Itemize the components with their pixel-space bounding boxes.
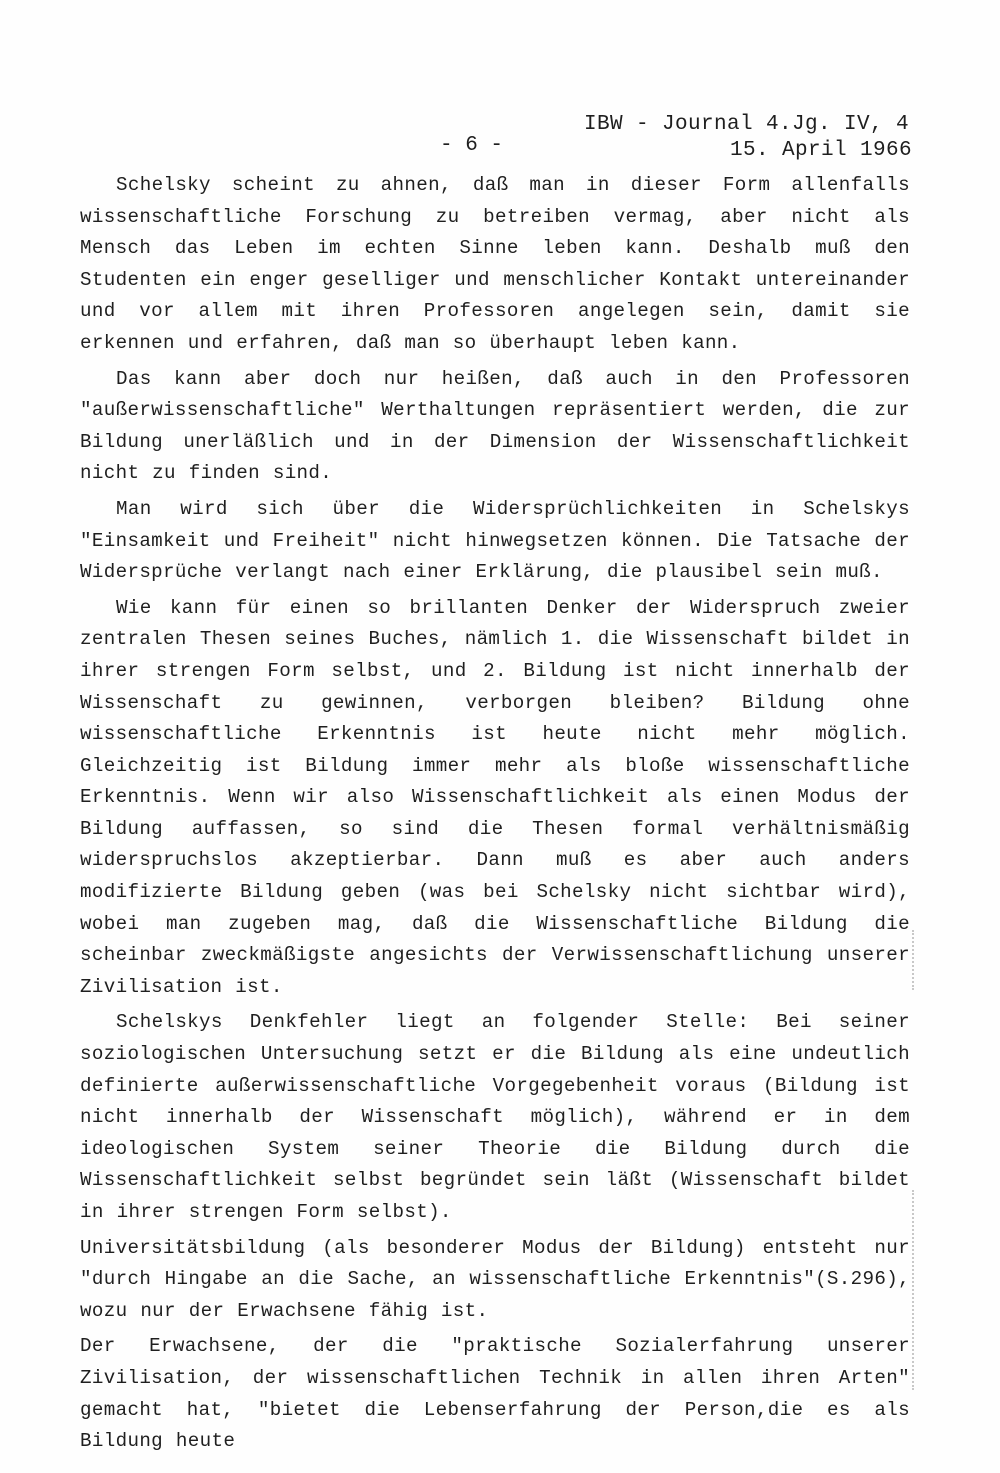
paragraph-2: Das kann aber doch nur heißen, daß auch in den Professoren "außerwissenschaftliche" Werthaltungen repräsentiert werden, die zur Bildung unerläßlich und in der Dimension der Wissenschaftlichkeit nicht zu finden sind. [80, 367, 910, 485]
journal-title: IBW - Journal 4.Jg. IV, 4 [584, 113, 910, 136]
margin-dot-mark [912, 1190, 915, 1390]
paragraph-5: Schelskys Denkfehler liegt an folgender Stelle: Bei seiner soziologischen Untersuchung setzt er die Bildung als eine undeutlich definierte außerwissenschaftliche Vorgegebenheit voraus (Bildung ist nicht innerhalb der Wissenschaft möglich), während er in dem ideologischen System seiner Theorie die Bildung durch die Wissenschaftlichkeit selbst begründet sein läßt (Wissenschaft bildet in ihrer strengen Form selbst). [80, 1011, 910, 1223]
paragraph-4: Wie kann für einen so brillanten Denker der Widerspruch zweier zentralen Thesen seines Buches, nämlich 1. die Wissenschaft bildet in ihrer strengen Form selbst, und 2. Bildung ist nicht innerhalb der Wissenschaft zu gewinnen, verborgen bleiben? Bildung ohne wissenschaftliche Erkenntnis ist heute nicht mehr möglich. Gleichzeitig ist Bildung immer mehr als bloße wissenschaftliche Erkenntnis. Wenn wir also Wissenschaftlichkeit als einen Modus der Bildung auffassen, so sind die Thesen formal verhältnismäßig widerspruchslos akzeptierbar. Dann muß es aber auch anders modifizierte Bildung geben (was bei Schelsky nicht sichtbar wird), wobei man zugeben mag, daß die Wissenschaftliche Bildung die scheinbar zweckmäßigste angesichts der Verwissenschaftlichung unserer Zivilisation ist. [80, 596, 910, 998]
paragraph-1: Schelsky scheint zu ahnen, daß man in dieser Form allenfalls wissenschaftliche Forschung zu betreiben vermag, aber nicht als Mensch das Leben im echten Sinne leben kann. Deshalb muß den Studenten ein enger geselliger und menschlicher Kontakt untereinander und vor allem mit ihren Professoren angelegen sein, damit sie erkennen und erfahren, daß man so überhaupt leben kann. [80, 174, 910, 354]
journal-header [584, 112, 912, 164]
paragraph-3: Man wird sich über die Widersprüchlichkeiten in Schelskys "Einsamkeit und Freiheit" nicht hinwegsetzen können. Die Tatsache der Widersprüche verlangt nach einer Erklärung, die plausibel sein muß. [80, 497, 910, 584]
page-number: - 6 - [440, 134, 504, 157]
body-text [80, 170, 910, 1462]
paragraph-7: Der Erwachsene, der die "praktische Sozialerfahrung unserer Zivilisation, der wissenschaftlichen Technik in allen ihren Arten" gemacht hat, "bietet die Lebenserfahrung der Person,die es als Bildung heute [80, 1335, 910, 1453]
paragraph-6: Universitätsbildung (als besonderer Modus der Bildung) entsteht nur "durch Hingabe an die Sache, an wissenschaftliche Erkenntnis"(S.296), wozu nur der Erwachsene fähig ist. [80, 1236, 910, 1322]
journal-date: 15. April 1966 [730, 139, 913, 162]
margin-dot-mark [912, 930, 915, 990]
